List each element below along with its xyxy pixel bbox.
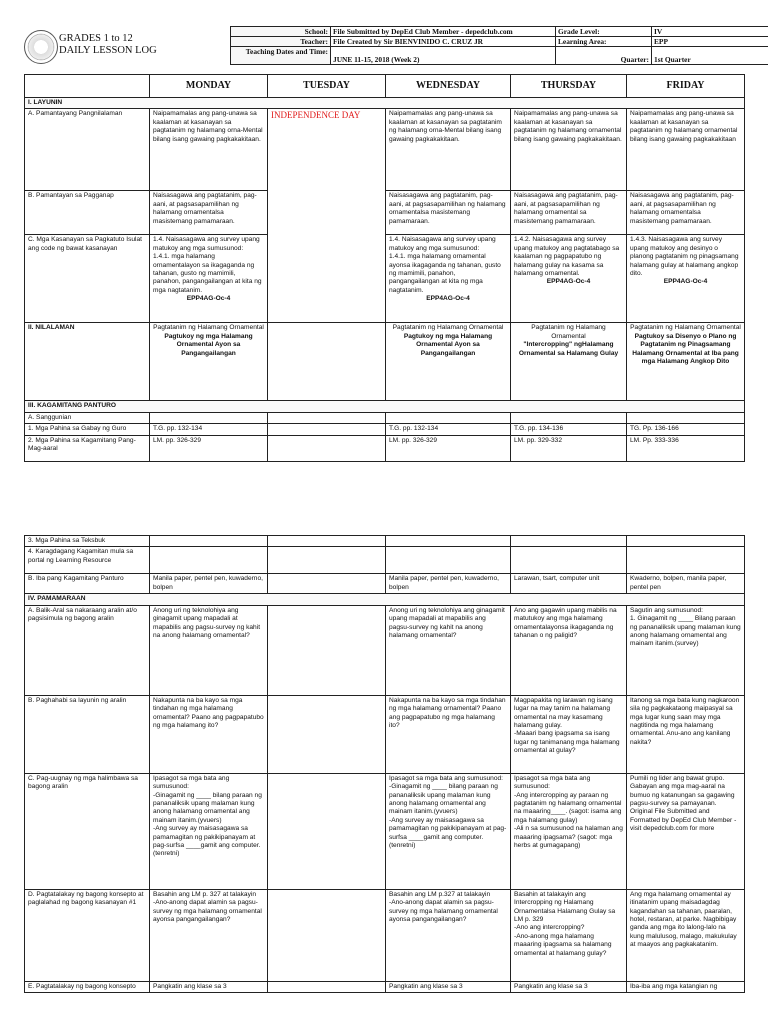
cell-bp-mon: Nakapunta na ba kayo sa mga tindahan ng mga halamang ornamental? Paano ang pagpapatubo ng mga halamang ito? bbox=[150, 695, 268, 773]
cell-dp-thu: Basahin at talakayin ang Intercropping ng Halamang Ornamentalsa Halamang Gulay sa LM p. 329 -Ano ang intercropping? -Ano-anong mga halamang maaaring ipagsama sa halamang ornamental at halamang gulay? bbox=[511, 889, 627, 981]
section-pamamaraan: IV. PAMAMARAAN bbox=[25, 594, 745, 605]
cell-mag-mon: LM. pp. 326-329 bbox=[150, 435, 268, 461]
day-header-tuesday: TUESDAY bbox=[268, 75, 386, 98]
row-label-pagtatalakay-1: D. Pagtatalakay ng bagong konsepto at paglalahad ng bagong kasanayan #1 bbox=[25, 889, 150, 981]
cell-c-fri-text: 1.4.3. Naisasagawa ang survey upang matukoy ang desinyo o planong pagtatanim ng pinagsamang halamang gulay at halamang angkop dito. bbox=[630, 236, 739, 278]
section-layunin: I. LAYUNIN bbox=[25, 98, 745, 109]
deped-seal-logo bbox=[24, 30, 58, 64]
row-label-karagdagang-kagamitan: 4. Karagdagang Kagamitan mula sa portal ng Learning Resource bbox=[25, 547, 150, 574]
quarter-label: Quarter: bbox=[556, 47, 652, 65]
cell-a-fri: Naipamamalas ang pang-unawa sa kaalaman at kasanayan sa pagtatanim ng halamang ornamental bilang isang gawaing pagkakakitaan bbox=[627, 109, 745, 191]
cell-sang-tue bbox=[268, 412, 386, 423]
cell-nil-thu-b: "Intercropping" ngHalamang Ornamental sa Halamang Gulay bbox=[518, 341, 619, 357]
cell-cp-tue bbox=[268, 773, 386, 889]
cell-nil-mon bbox=[150, 323, 268, 401]
row-label-pag-uugnay: C. Pag-uugnay ng mga halimbawa sa bagong aralin bbox=[25, 773, 150, 889]
cell-nil-wed bbox=[386, 323, 511, 401]
area-value: EPP bbox=[652, 37, 768, 47]
cell-b-wed: Naisasagawa ang pagtatanim, pag-aani, at pagsasapamilihan ng halamang ornamentalsa masistemang pamamaraan. bbox=[386, 191, 511, 235]
cell-ep-tue bbox=[268, 981, 386, 992]
cell-c-mon bbox=[150, 235, 268, 323]
doc-title-line1: GRADES 1 to 12 bbox=[59, 33, 133, 44]
cell-karag-tue bbox=[268, 547, 386, 574]
cell-nil-mon-b: Pagtukoy ng mga Halamang Ornamental Ayon sa Pangangailangan bbox=[164, 332, 253, 357]
row-label-gabay-guro: 1. Mga Pahina sa Gabay ng Guro bbox=[25, 424, 150, 435]
cell-c-wed bbox=[386, 235, 511, 323]
cell-karag-wed bbox=[386, 547, 511, 574]
day-header-wednesday: WEDNESDAY bbox=[386, 75, 511, 98]
independence-day-label: INDEPENDENCE DAY bbox=[271, 110, 361, 121]
cell-ba-mon: Anong uri ng teknolohiya ang ginagamit upang mapadali at mapabilis ang pagsu-survey ng kahit na anong halamang ornamental? bbox=[150, 605, 268, 695]
row-label-pamantayan-sa-pagganap: B. Pamantayan sa Pagganap bbox=[25, 191, 150, 235]
cell-karag-mon bbox=[150, 547, 268, 574]
school-label: School: bbox=[231, 27, 331, 37]
cell-c-wed-text: 1.4. Naisasagawa ang survey upang matukoy ang mga sumusunod: 1.4.1. mga halamang ornamental ayonsa ikagaganda ng tahanan, gusto ng mamimili, panahon, pangangailangan at kita ng mga nagtatanim. bbox=[389, 236, 501, 294]
cell-iba-wed: Manila paper, pentel pen, kuwaderno, bolpen bbox=[386, 574, 511, 594]
cell-nil-fri-b: Pagtukoy sa Disenyo o Plano ng Pagtatanim ng Pinagsamang Halamang Ornamental at Iba pang mga Halamang Angkop Dito bbox=[632, 332, 739, 366]
row-label-pamantayang-pangnilalaman: A. Pamantayang Pangnilalaman bbox=[25, 109, 150, 191]
cell-a-thu: Naipamamalas ang pang-unawa sa kaalaman at kasanayan sa pagtatanim ng halamang ornamental bilang isang gawaing pagkakakitaan. bbox=[511, 109, 627, 191]
cell-dp-wed: Basahin ang LM p.327 at talakayin -Ano-anong dapat alamin sa pagsu-survey ng mga halamang ornamental ayonsa pangangailangan? bbox=[386, 889, 511, 981]
row-label-kagamitang-mag-aaral: 2. Mga Pahina sa Kagamitang Pang- Mag-aaral bbox=[25, 435, 150, 461]
cell-guro-wed: T.G. pp. 132-134 bbox=[386, 424, 511, 435]
cell-karag-thu bbox=[511, 547, 627, 574]
cell-nil-mon-a: Pagtatanim ng Halamang Ornamental bbox=[153, 324, 264, 332]
cell-nil-wed-b: Pagtukoy ng mga Halamang Ornamental Ayon sa Pangangailangan bbox=[403, 332, 493, 357]
cell-c-fri bbox=[627, 235, 745, 323]
cell-a-mon: Naipamamalas ang pang-unawa sa kaalaman at kasanayan sa pagtatanim ng halamang orna-Mental bilang isang gawaing pagkakakitaan. bbox=[150, 109, 268, 191]
cell-iba-mon: Manila paper, pentel pen, kuwaderno, bolpen bbox=[150, 574, 268, 594]
cell-b-fri: Naisasagawa ang pagtatanim, pag-aani, at pagsasapamilihan ng halamang ornamentalsa masistemang pamamaraan. bbox=[627, 191, 745, 235]
cell-ba-fri: Sagutin ang sumusunod: 1. Ginagamit ng ____ Bilang paraan ng pananaliksik upang malaman kung anong halamang ornamental ang mainam itanim.(survey) bbox=[627, 605, 745, 695]
cell-cp-mon: Ipasagot sa mga bata ang sumusunod: -Ginagamit ng ____ bilang paraan ng pananaliksik upang malaman kung anong halamang ornamental ang mainam itanim.(yvuers) -Ang survey ay maisasagawa sa pamamagitan ng pakikipanayam at pag-surfsa ____gamit ang computer.(tenretni) bbox=[150, 773, 268, 889]
cell-bp-wed: Nakapunta na ba kayo sa mga tindahan ng mga halamang ornamental? Paano ang pagpapatubo ng mga halamang ito? bbox=[386, 695, 511, 773]
cell-c-mon-text: 1.4. Naisasagawa ang survey upang matukoy ang mga sumusunod: 1.4.1. mga halamang ornamentalayon sa ikagaganda ng tahanan, gusto ng mamimili, panahon, pangangailangan at kita ng mga nagtatanim. bbox=[153, 236, 262, 294]
cell-teks-tue bbox=[268, 536, 386, 547]
cell-a-wed: Naipamamalas ang pang-unawa sa kaalaman at kasanayan sa pagtatanim ng halamang orna-Mental bilang isang gawaing pagkakakitaan. bbox=[386, 109, 511, 191]
cell-ep-fri: Iba-iba ang mga katangian ng bbox=[627, 981, 745, 992]
grade-label: Grade Level: bbox=[556, 27, 652, 37]
cell-c-mon-code: EPP4AG-Oc-4 bbox=[186, 295, 231, 303]
cell-b-thu: Naisasagawa ang pagtatanim, pag-aani, at pagsasapamilihan ng halamang ornamental sa masistemang pamamaraan. bbox=[511, 191, 627, 235]
cell-karag-fri bbox=[627, 547, 745, 574]
cell-cp-fri: Pumili ng lider ang bawat grupo. Gabayan ang mga mag-aaral na bumuo ng katanungan sa gagawing pagsu-survey sa pamayanan. Original File Submitted and Formatted by DepEd Club Member - visit depedclub.com for more bbox=[627, 773, 745, 889]
row-label-teksbuk: 3. Mga Pahina sa Teksbuk bbox=[25, 536, 150, 547]
cell-nil-tue bbox=[268, 323, 386, 401]
row-label-paghahabi: B. Paghahabi sa layunin ng aralin bbox=[25, 695, 150, 773]
cell-c-fri-code: EPP4AG-Oc-4 bbox=[663, 278, 708, 286]
lesson-table-page2 bbox=[24, 535, 745, 993]
cell-c-thu bbox=[511, 235, 627, 323]
cell-guro-thu: T.G. pp. 134-136 bbox=[511, 424, 627, 435]
cell-dp-fri: Ang mga halamang ornamental ay itinatanim upang maisadagdag kagandahan sa tahanan, paaralan, hotel, restaran, at parke. Nagbibigay ganda ang mga ito lalong-lalo na kung malulusog, malago, makukulay at maayos ang pagkakatanim. bbox=[627, 889, 745, 981]
cell-guro-mon: T.G. pp. 132-134 bbox=[150, 424, 268, 435]
cell-ep-wed: Pangkatin ang klase sa 3 bbox=[386, 981, 511, 992]
header-info-table bbox=[230, 26, 768, 65]
day-header-thursday: THURSDAY bbox=[511, 75, 627, 98]
cell-mag-fri: LM. Pp. 333-336 bbox=[627, 435, 745, 461]
cell-teks-mon bbox=[150, 536, 268, 547]
cell-teks-fri bbox=[627, 536, 745, 547]
cell-dp-tue bbox=[268, 889, 386, 981]
cell-c-wed-code: EPP4AG-Oc-4 bbox=[426, 295, 470, 303]
teacher-label: Teacher: bbox=[231, 37, 331, 47]
cell-sang-wed bbox=[386, 412, 511, 423]
section-nilalaman: II. NILALAMAN bbox=[25, 323, 150, 401]
cell-b-mon: Naisasagawa ang pagtatanim, pag-aani, at pagsasapamilihan ng halamang ornamentalsa masistemang pamamaraan. bbox=[150, 191, 268, 235]
cell-ep-thu: Pangkatin ang klase sa 3 bbox=[511, 981, 627, 992]
cell-ba-thu: Ano ang gagawin upang mabilis na matutukoy ang mga halamang ornamentalayonsa ikagaganda ng tahanan o ng paligid? bbox=[511, 605, 627, 695]
day-header-friday: FRIDAY bbox=[627, 75, 745, 98]
cell-cp-wed: Ipasagot sa mga bata ang sumusunod: -Ginagamit ng ____ bilang paraan ng pananaliksik upang malaman kung anong halamang ornamental ang mainam itanim.(yvuers) -Ang survey ay maisasagawa sa pamamagitan ng pakikipanayam at pag-surfsa ____gamit ang computer. (tenretni) bbox=[386, 773, 511, 889]
school-value: File Submitted by DepEd Club Member - depedclub.com bbox=[331, 27, 556, 37]
cell-guro-tue bbox=[268, 424, 386, 435]
cell-iba-tue bbox=[268, 574, 386, 594]
cell-nil-thu-a: Pagtatanim ng Halamang Ornamental bbox=[531, 324, 606, 340]
cell-mag-thu: LM. pp. 329-332 bbox=[511, 435, 627, 461]
cell-sang-fri bbox=[627, 412, 745, 423]
cell-bp-tue bbox=[268, 695, 386, 773]
cell-nil-thu bbox=[511, 323, 627, 401]
cell-cp-thu: Ipasagot sa mga bata ang sumusunod: -Ang intercropping ay paraan ng pagtatanim ng halamang ornamental na maaaring____. (sagot: isama ang mga halamang gulay) -Ali n sa sumusunod na halaman ang maaaring ipagsama? (sagot: mga herbs at gumagapang) bbox=[511, 773, 627, 889]
cell-dp-mon: Basahin ang LM p. 327 at talakayin -Ano-anong dapat alamin sa pagsu-survey ng mga halamang ornamental ayonsa pangangailangan? bbox=[150, 889, 268, 981]
cell-teks-thu bbox=[511, 536, 627, 547]
cell-c-thu-text: 1.4.2. Naisasagawa ang survey upang matukoy ang pagtatabago sa kaalaman ng pagpapatubo ng halamang gulay na kasama sa halamang ornamental. bbox=[514, 236, 620, 278]
cell-ba-wed: Anong uri ng teknolohiya ang ginagamit upang mapadali at mapabilis ang pagsu-survey ng kahit na anong halamang ornamental? bbox=[386, 605, 511, 695]
cell-ep-mon: Pangkatin ang klase sa 3 bbox=[150, 981, 268, 992]
cell-sang-mon bbox=[150, 412, 268, 423]
cell-nil-fri-a: Pagtatanim ng Halamang Ornamental bbox=[630, 324, 741, 332]
row-label-iba-pang-kagamitan: B. Iba pang Kagamitang Panturo bbox=[25, 574, 150, 594]
quarter-value: 1st Quarter bbox=[652, 47, 768, 65]
cell-c-thu-code: EPP4AG-Oc-4 bbox=[546, 278, 591, 286]
teacher-value: File Created by Sir BIENVINIDO C. CRUZ JR bbox=[331, 37, 556, 47]
lesson-log-header bbox=[24, 26, 744, 70]
row-label-pagtatalakay-2: E. Pagtatalakay ng bagong konsepto bbox=[25, 981, 150, 992]
cell-ba-tue bbox=[268, 605, 386, 695]
cell-iba-thu: Larawan, tsart, computer unit bbox=[511, 574, 627, 594]
cell-iba-fri: Kwaderno, bolpen, manila paper, pentel pen bbox=[627, 574, 745, 594]
lesson-table-page1 bbox=[24, 74, 745, 462]
cell-mag-wed: LM. pp. 326-329 bbox=[386, 435, 511, 461]
area-label: Learning Area: bbox=[556, 37, 652, 47]
day-header-monday: MONDAY bbox=[150, 75, 268, 98]
cell-mag-tue bbox=[268, 435, 386, 461]
row-label-balik-aral: A. Balik-Aral sa nakaraang aralin at/o pagsisimula ng bagong aralin bbox=[25, 605, 150, 695]
row-label-sanggunian: A. Sanggunian bbox=[25, 412, 150, 423]
cell-teks-wed bbox=[386, 536, 511, 547]
doc-title-line2: DAILY LESSON LOG bbox=[59, 45, 157, 56]
dates-value: JUNE 11-15, 2018 (Week 2) bbox=[331, 47, 556, 65]
cell-bp-thu: Magpapakita ng larawan ng isang lugar na may tanim na halamang ornamental na may kasamang halamang gulay. -Maaari bang ipagsama sa isang lugar ng tanimanang mga halamang ornamental at gulay? bbox=[511, 695, 627, 773]
corner-cell bbox=[25, 75, 150, 98]
section-kagamitan: III. KAGAMITANG PANTURO bbox=[25, 401, 745, 412]
cell-sang-thu bbox=[511, 412, 627, 423]
cell-nil-fri bbox=[627, 323, 745, 401]
cell-bp-fri: Itanong sa mga bata kung nagkaroon sila ng pagkakataong maipasyal sa mga lugar kung saan may mga nagtitinda ng mga halamang ornamental. Anu-ano ang kanilang nakita? bbox=[627, 695, 745, 773]
grade-value: IV bbox=[652, 27, 768, 37]
cell-guro-fri: TG. Pp. 136-166 bbox=[627, 424, 745, 435]
cell-nil-wed-a: Pagtatanim ng Halamang Ornamental bbox=[392, 324, 504, 332]
cell-tue-holiday bbox=[268, 109, 386, 323]
dates-label: Teaching Dates and Time: bbox=[231, 47, 331, 65]
row-label-kasanayan: C. Mga Kasanayan sa Pagkatuto Isulat ang code ng bawat kasanayan bbox=[25, 235, 150, 323]
